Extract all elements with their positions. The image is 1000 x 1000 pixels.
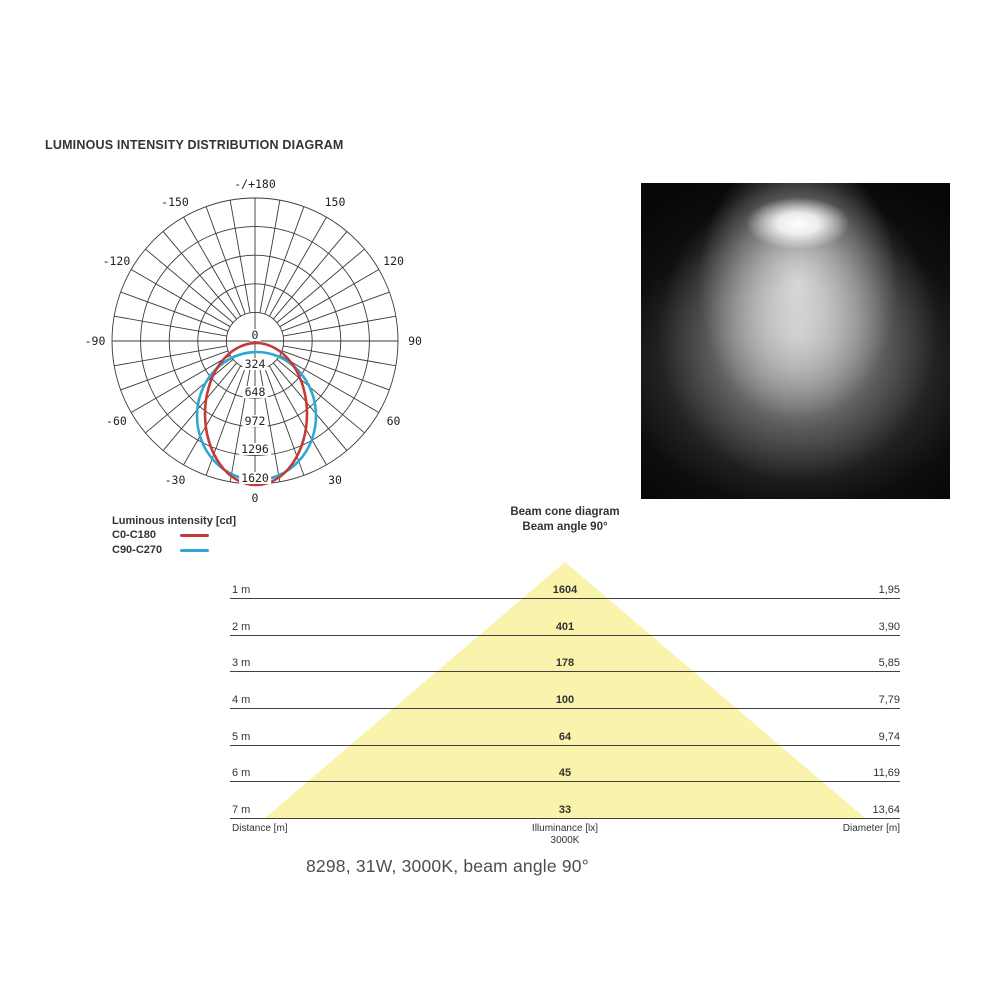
- distance-cell: 4 m: [232, 694, 251, 706]
- illuminance-cell: 33: [558, 804, 572, 817]
- polar-radial-label: 1620: [241, 471, 269, 485]
- beam-cone-heading-line1: Beam cone diagram: [510, 506, 620, 518]
- beam-row: [230, 764, 900, 782]
- diameter-cell: 11,69: [873, 767, 900, 780]
- polar-angle-label: -/+180: [234, 177, 276, 191]
- polar-angle-label: -90: [84, 334, 106, 348]
- polar-radial-label: 648: [244, 385, 266, 400]
- beam-row: [230, 581, 900, 599]
- polar-angle-label: 120: [383, 254, 404, 268]
- illuminance-cell: 1604: [552, 584, 578, 596]
- polar-radial-label: 0: [251, 328, 259, 342]
- beam-row: [230, 618, 900, 636]
- polar-grid: [82, 176, 434, 521]
- page-title: LUMINOUS INTENSITY DISTRIBUTION DIAGRAM: [45, 138, 344, 152]
- beam-row: [230, 801, 900, 819]
- beam-cone-footer: [230, 822, 900, 850]
- footer-diameter-label: Diameter [m]: [842, 823, 900, 834]
- illuminance-cell: 178: [555, 657, 575, 670]
- distance-cell: 7 m: [232, 804, 251, 817]
- footer-illuminance-label: Illuminance [lx] 3000K: [531, 823, 599, 846]
- illuminance-cell: 64: [558, 730, 572, 743]
- polar-angle-label: 0: [251, 491, 259, 505]
- beam-row: [230, 654, 900, 672]
- polar-diagram: [82, 176, 434, 521]
- red-line-swatch-icon: [180, 534, 209, 537]
- diameter-cell: 9,74: [878, 730, 900, 743]
- distance-cell: 2 m: [232, 620, 251, 633]
- polar-angle-label: -30: [164, 472, 186, 487]
- polar-radial-label: 972: [244, 413, 266, 428]
- product-caption: 8298, 31W, 3000K, beam angle 90°: [306, 856, 589, 876]
- distance-cell: 3 m: [232, 657, 251, 670]
- beam-cone-heading-line2: Beam angle 90°: [522, 521, 608, 533]
- polar-radial-label: 324: [244, 356, 266, 371]
- legend-label: C0-C180: [112, 529, 157, 541]
- polar-angle-label: 150: [324, 195, 346, 210]
- illuminance-cell: 401: [555, 620, 575, 633]
- diameter-cell: 7,79: [878, 694, 900, 706]
- diameter-cell: 5,85: [878, 657, 900, 670]
- distance-cell: 1 m: [232, 584, 251, 596]
- distance-cell: 5 m: [232, 730, 251, 743]
- illuminance-cell: 45: [558, 767, 572, 780]
- legend-title: Luminous intensity [cd]: [112, 515, 237, 527]
- polar-angle-label: 60: [386, 414, 401, 428]
- diameter-cell: 3,90: [878, 620, 900, 633]
- beam-row: [230, 691, 900, 709]
- polar-angle-label: 90: [408, 334, 422, 348]
- beam-photo: [641, 183, 950, 499]
- polar-angle-label: -150: [161, 195, 189, 210]
- footer-distance-label: Distance [m]: [232, 823, 288, 834]
- polar-angle-label: 30: [328, 472, 342, 487]
- polar-angle-label: -60: [106, 414, 127, 428]
- distance-cell: 6 m: [232, 767, 251, 780]
- polar-radial-label: 1296: [241, 442, 269, 457]
- beam-row: [230, 728, 900, 746]
- legend-label: C90-C270: [112, 544, 163, 556]
- polar-angle-label: -120: [102, 254, 131, 268]
- illuminance-cell: 100: [555, 694, 575, 706]
- diameter-cell: 1,95: [878, 584, 900, 596]
- beam-cone-heading: [230, 505, 900, 535]
- beam-cone-diagram: [230, 555, 900, 855]
- diameter-cell: 13,64: [872, 804, 900, 817]
- blue-line-swatch-icon: [180, 549, 209, 552]
